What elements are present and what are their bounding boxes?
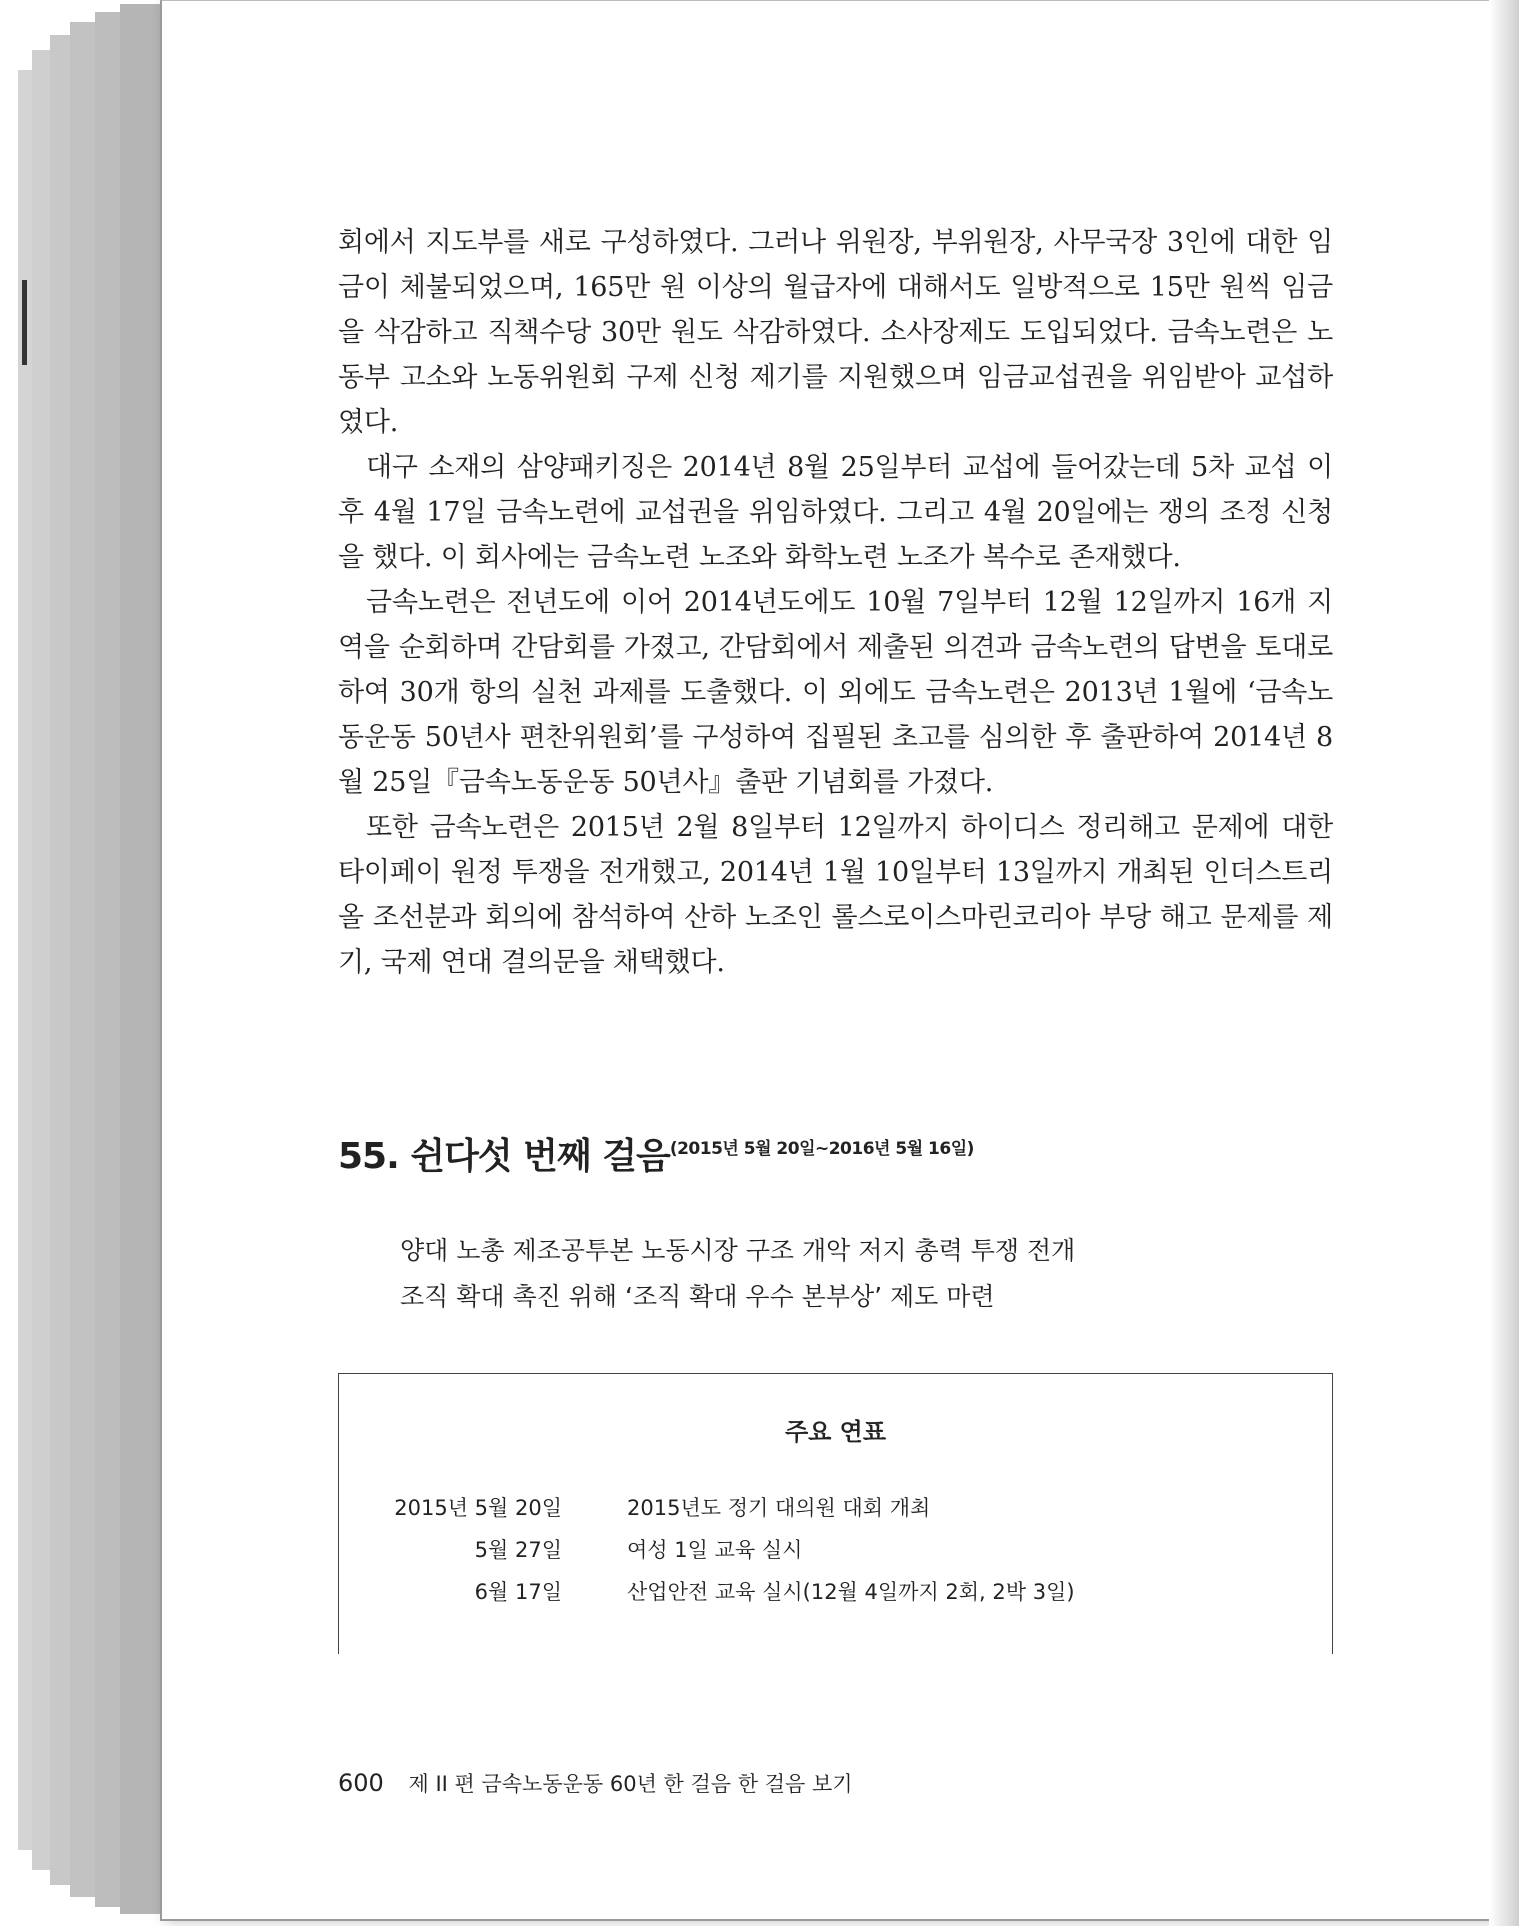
page-number: 600 [338, 1769, 384, 1797]
page-footer [338, 1768, 853, 1798]
timeline-event: 산업안전 교육 실시(12월 4일까지 2회, 2박 3일) [627, 1580, 1075, 1604]
page-edge-shadow [1489, 0, 1519, 1926]
summary-line: 양대 노총 제조공투본 노동시장 구조 개악 저지 총력 투쟁 전개 [400, 1236, 1076, 1265]
timeline-rows [339, 1492, 1332, 1618]
timeline-event: 여성 1일 교육 실시 [627, 1538, 803, 1562]
timeline-row [339, 1492, 1332, 1534]
timeline-event: 2015년도 정기 대의원 대회 개최 [627, 1496, 931, 1520]
section-heading [338, 1128, 974, 1179]
section-title: 55. 쉰다섯 번째 걸음 [338, 1136, 670, 1177]
timeline-row [339, 1534, 1332, 1576]
running-title: 제 II 편 금속노동운동 60년 한 걸음 한 걸음 보기 [408, 1772, 853, 1796]
timeline-row [339, 1576, 1332, 1618]
body-text [338, 220, 1333, 985]
paragraph: 금속노련은 전년도에 이어 2014년도에도 10월 7일부터 12월 12일까지 16개 지역을 순회하며 간담회를 가졌고, 간담회에서 제출된 의견과 금속노련의 답변을 토대로 하여 30개 항의 실천 과제를 도출했다. 이 외에도 금속노련은 2013년 1월에 ‘금속노동운동 50년사 편찬위원회’를 구성하여 집필된 초고를 심의한 후 출판하여 2014년 8월 25일『금속노동운동 50년사』출판 기념회를 가졌다. [338, 587, 1333, 798]
timeline-date: 2015년 5월 20일 [394, 1496, 562, 1520]
section-summary [400, 1228, 1075, 1320]
timeline-date: 5월 27일 [474, 1538, 562, 1562]
timeline-title: 주요 연표 [784, 1418, 887, 1446]
paragraph: 또한 금속노련은 2015년 2월 8일부터 12일까지 하이디스 정리해고 문제에 대한 타이페이 원정 투쟁을 전개했고, 2014년 1월 10일부터 13일까지 개최된 인더스트리올 조선분과 회의에 참석하여 산하 노조인 롤스로이스마린코리아 부당 해고 문제를 제기, 국제 연대 결의문을 채택했다. [338, 812, 1333, 978]
bookmark-ribbon [22, 280, 27, 365]
paragraph: 대구 소재의 삼양패키징은 2014년 8월 25일부터 교섭에 들어갔는데 5차 교섭 이후 4월 17일 금속노련에 교섭권을 위임하였다. 그리고 4월 20일에는 쟁의 조정 신청을 했다. 이 회사에는 금속노련 노조와 화학노련 노조가 복수로 존재했다. [338, 452, 1333, 573]
section-period: (2015년 5월 20일~2016년 5월 16일) [669, 1139, 974, 1159]
summary-line: 조직 확대 촉진 위해 ‘조직 확대 우수 본부상’ 제도 마련 [400, 1282, 995, 1311]
timeline-date: 6월 17일 [474, 1580, 562, 1604]
timeline-box [338, 1373, 1333, 1654]
paragraph: 회에서 지도부를 새로 구성하였다. 그러나 위원장, 부위원장, 사무국장 3인에 대한 임금이 체불되었으며, 165만 원 이상의 월급자에 대해서도 일방적으로 15만 원씩 임금을 삭감하고 직책수당 30만 원도 삭감하였다. 소사장제도 도입되었다. 금속노련은 노동부 고소와 노동위원회 구제 신청 제기를 지원했으며 임금교섭권을 위임받아 교섭하였다. [338, 227, 1333, 438]
